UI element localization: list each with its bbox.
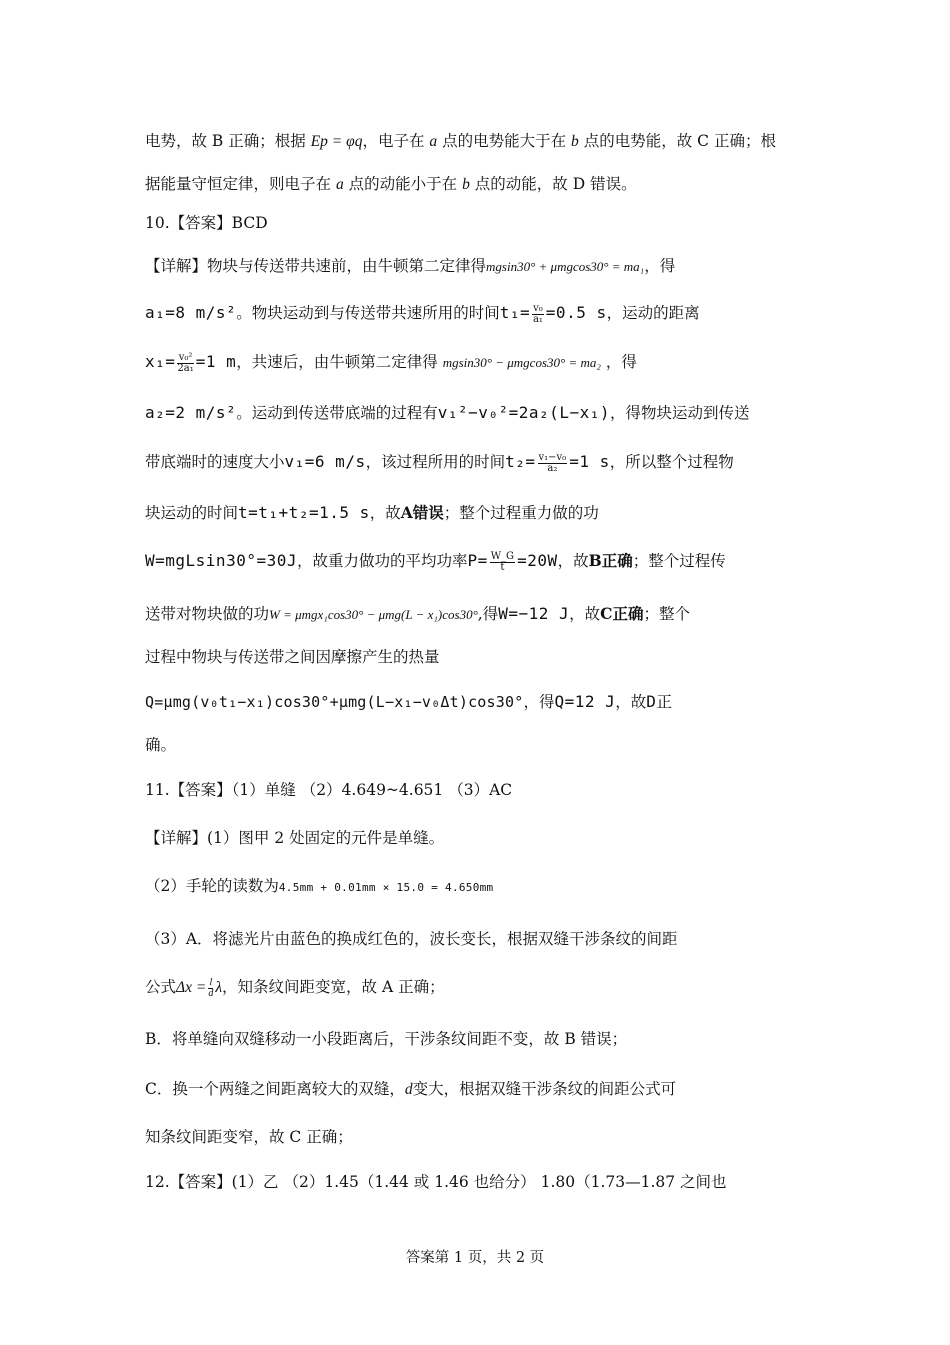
q10-answer bbox=[145, 213, 815, 233]
formula: 4.5mm + 0.01mm × 15.0 = 4.650mm bbox=[278, 881, 494, 894]
fraction: $\frac{\text{v₁−v₀}}{\text{a₂}}$ bbox=[538, 451, 567, 474]
var-b: b bbox=[571, 133, 579, 150]
formula: x₁= bbox=[145, 352, 176, 371]
var-a: a bbox=[429, 133, 438, 150]
formula: W = μmgx₁cos30° − μmg(L − x₁)cos30° bbox=[269, 607, 478, 622]
text-line-2 bbox=[145, 174, 815, 195]
formula: λ bbox=[215, 979, 223, 996]
text: 正 bbox=[656, 693, 672, 711]
text: 块运动的时间 bbox=[145, 504, 239, 522]
text: ，运动的距离 bbox=[606, 304, 700, 322]
formula: Q=12 J bbox=[554, 692, 616, 711]
formula: W=mgLsin30°=30J bbox=[145, 551, 297, 570]
q10-detail-7 bbox=[145, 551, 815, 573]
text: 送带对物块做的功 bbox=[145, 605, 270, 623]
text: 点的动能，故 D 错误。 bbox=[474, 175, 637, 193]
text: ，得 bbox=[523, 693, 555, 711]
text: 过程中物块与传送带之间因摩擦产生的热量 bbox=[145, 648, 440, 666]
formula: P= bbox=[467, 551, 488, 570]
text: 知条纹间距变窄，故 C 正确； bbox=[145, 1128, 353, 1146]
text: ，知条纹间距变宽，故 A 正确； bbox=[222, 978, 445, 996]
text: ，故重力做功的平均功率 bbox=[297, 552, 468, 570]
text: ，得物块运动到传送 bbox=[609, 404, 750, 422]
text: C正确 bbox=[600, 604, 644, 623]
text: 点的电势能大于在 bbox=[442, 132, 567, 150]
formula: v₁=6 m/s bbox=[284, 452, 366, 471]
answer-label: 10.【答案】BCD bbox=[145, 214, 268, 232]
var-b: b bbox=[462, 176, 470, 193]
text: 点的电势能，故 C 正确；根 bbox=[583, 132, 776, 150]
text: ，所以整个过程物 bbox=[609, 453, 734, 471]
q10-detail-3 bbox=[145, 352, 815, 374]
q10-detail-11 bbox=[145, 735, 815, 755]
formula: Q=μmg(v₀t₁−x₁)cos30°+μmg(L−x₁−v₀Δt)cos30° bbox=[145, 693, 524, 711]
text: 【详解】(1）图甲 2 处固定的元件是单缝。 bbox=[145, 829, 445, 847]
var-a: a bbox=[335, 176, 344, 193]
text: （3）A．将滤光片由蓝色的换成红色的，波长变长，根据双缝干涉条纹的间距 bbox=[145, 930, 678, 948]
text: ，共速后，由牛顿第二定律得 bbox=[236, 353, 438, 371]
text: 物块与传送带共速前，由牛顿第二定律得 bbox=[207, 257, 487, 275]
formula: =1 m bbox=[195, 352, 237, 371]
text: ，该过程所用的时间 bbox=[365, 453, 506, 471]
formula: mgsin30° − μmgcos30° = ma₂ bbox=[442, 355, 601, 370]
formula: W=−12 J bbox=[498, 604, 570, 623]
formula-ep: Ep = φq bbox=[310, 133, 363, 150]
formula: a₂=2 m/s² bbox=[145, 403, 237, 422]
text: B正确 bbox=[588, 551, 633, 570]
text: 点的动能小于在 bbox=[348, 175, 458, 193]
q11-detail-2 bbox=[145, 876, 815, 898]
q11-detail-5 bbox=[145, 1029, 815, 1049]
text: D bbox=[646, 692, 657, 711]
text: ，故 bbox=[369, 504, 401, 522]
formula: =20W bbox=[517, 551, 558, 570]
q10-detail-2 bbox=[145, 303, 815, 325]
q11-detail-7 bbox=[145, 1127, 815, 1147]
text: C．换一个两缝之间距离较大的双缝， bbox=[145, 1080, 405, 1098]
q11-detail-4 bbox=[145, 977, 815, 999]
text: （2）手轮的读数为 bbox=[145, 877, 279, 895]
formula: mgsin30° + μmgcos30° = ma₁ bbox=[486, 259, 645, 274]
text: ，故 bbox=[615, 693, 647, 711]
q10-detail-1 bbox=[145, 256, 815, 277]
q12-answer bbox=[145, 1172, 815, 1192]
formula: =0.5 s bbox=[545, 303, 607, 322]
text-line-1 bbox=[145, 131, 815, 152]
q10-detail-10 bbox=[145, 692, 815, 712]
text: 带底端时的速度大小 bbox=[145, 453, 285, 471]
q11-answer bbox=[145, 780, 815, 800]
text: 变大，根据双缝干涉条纹的间距公式可 bbox=[412, 1080, 677, 1098]
text: 据能量守恒定律，则电子在 bbox=[145, 175, 332, 193]
q11-detail-3 bbox=[145, 929, 815, 949]
fraction: $\frac{\text{v₀}}{\text{a₁}}$ bbox=[532, 302, 543, 325]
text: 公式 bbox=[145, 978, 177, 996]
formula: Δx = bbox=[176, 979, 207, 996]
text: 。物块运动到与传送带共速所用的时间 bbox=[236, 304, 500, 322]
q11-detail-1 bbox=[145, 828, 815, 848]
text: ,得 bbox=[477, 605, 499, 623]
text: ，得 bbox=[644, 257, 676, 275]
q10-detail-5 bbox=[145, 452, 815, 474]
answer-label: 12.【答案】(1）乙 （2）1.45（1.44 或 1.46 也给分） 1.80（1.73—1.87 之间也 bbox=[145, 1173, 727, 1191]
text: ，电子在 bbox=[362, 132, 425, 150]
detail-label: 【详解】 bbox=[145, 257, 208, 275]
q11-detail-6 bbox=[145, 1079, 815, 1100]
formula: t₂= bbox=[505, 452, 536, 471]
fraction: $\frac{W\_G}{t}$ bbox=[490, 550, 515, 573]
formula: t₁= bbox=[499, 303, 531, 322]
text: 电势，故 B 正确；根据 bbox=[145, 132, 306, 150]
text: 确。 bbox=[145, 736, 177, 754]
formula: t=t₁+t₂=1.5 s bbox=[238, 503, 370, 522]
text: ；整个 bbox=[643, 605, 691, 623]
var-d: d bbox=[404, 1081, 413, 1098]
text: B．将单缝向双缝移动一小段距离后，干涉条纹间距不变，故 B 错误； bbox=[145, 1030, 628, 1048]
text: 。运动到传送带底端的过程有 bbox=[236, 404, 438, 422]
q10-detail-9 bbox=[145, 647, 815, 667]
answer-label: 11.【答案】（1）单缝 （2）4.649~4.651 （3）AC bbox=[145, 781, 513, 799]
text: ，故 bbox=[569, 605, 601, 623]
page-footer: 答案第 1 页，共 2 页 bbox=[405, 1250, 545, 1266]
fraction: $\frac{l}{d}$ bbox=[208, 976, 214, 999]
text: ，故 bbox=[557, 552, 589, 570]
fraction: $\frac{\text{v₀²}}{\text{2a₁}}$ bbox=[177, 351, 194, 374]
text: ；整个过程传 bbox=[632, 552, 726, 570]
text: ，得 bbox=[605, 353, 637, 371]
text: ；整个过程重力做的功 bbox=[443, 504, 599, 522]
text: A错误 bbox=[400, 503, 444, 522]
formula: =1 s bbox=[569, 452, 610, 471]
formula: a₁=8 m/s² bbox=[145, 303, 237, 322]
formula: v₁²−v₀²=2a₂(L−x₁) bbox=[437, 403, 610, 422]
q10-detail-4 bbox=[145, 403, 815, 423]
q10-detail-8 bbox=[145, 604, 815, 625]
q10-detail-6 bbox=[145, 503, 815, 523]
